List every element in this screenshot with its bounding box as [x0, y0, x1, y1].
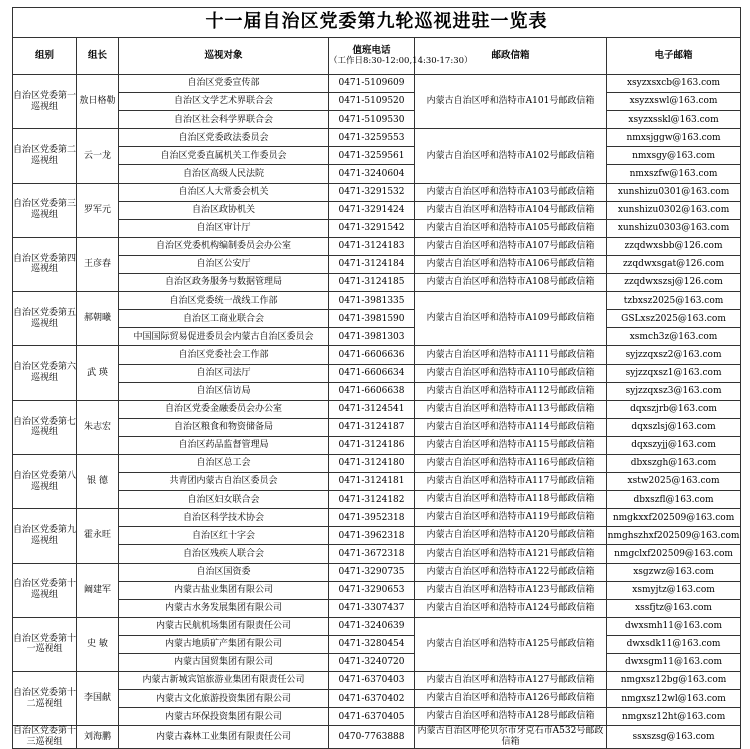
header-leader: 组长: [77, 38, 119, 75]
table-row: [13, 292, 741, 310]
table-row: [13, 418, 741, 436]
inspection-target: 内蒙古盐业集团有限公司: [119, 581, 329, 599]
duty-phone: 0471-3291542: [329, 219, 415, 237]
group-name: 自治区党委第十一巡视组: [13, 617, 77, 671]
email-address[interactable]: nmgxsz12wl@163.com: [607, 690, 741, 708]
postal-box: 内蒙古自治区呼和浩特市A116号邮政信箱: [415, 454, 607, 472]
email-address[interactable]: xunshizu0301@163.com: [607, 183, 741, 201]
postal-box: 内蒙古自治区呼和浩特市A104号邮政信箱: [415, 201, 607, 219]
table-row: [13, 129, 741, 147]
group-leader: 李国献: [77, 672, 119, 726]
inspection-target: 自治区党委宣传部: [119, 75, 329, 93]
email-address[interactable]: xsyzxsskl@163.com: [607, 111, 741, 129]
duty-phone: 0471-3290735: [329, 563, 415, 581]
duty-phone: 0471-6370403: [329, 672, 415, 690]
postal-box: 内蒙古自治区呼和浩特市A102号邮政信箱: [415, 129, 607, 183]
table-row: [13, 255, 741, 273]
email-address[interactable]: nmghszhxf202509@163.com: [607, 527, 741, 545]
header-group: 组别: [13, 38, 77, 75]
postal-box: 内蒙古自治区呼和浩特市A112号邮政信箱: [415, 382, 607, 400]
email-address[interactable]: xstw2025@163.com: [607, 473, 741, 491]
postal-box: 内蒙古自治区呼和浩特市A101号邮政信箱: [415, 75, 607, 129]
postal-box: 内蒙古自治区呼和浩特市A108号邮政信箱: [415, 274, 607, 292]
table-row: [13, 672, 741, 690]
inspection-target: 内蒙古新城宾馆旅游业集团有限责任公司: [119, 672, 329, 690]
inspection-target: 自治区工商业联合会: [119, 310, 329, 328]
postal-box: 内蒙古自治区呼和浩特市A125号邮政信箱: [415, 617, 607, 671]
duty-phone: 0471-3240639: [329, 617, 415, 635]
table-body: [13, 75, 741, 749]
table-row: [13, 599, 741, 617]
postal-box: 内蒙古自治区呼和浩特市A120号邮政信箱: [415, 527, 607, 545]
header-email: 电子邮箱: [607, 38, 741, 75]
postal-box: 内蒙古自治区呼和浩特市A126号邮政信箱: [415, 690, 607, 708]
email-address[interactable]: dqxszlsj@163.com: [607, 418, 741, 436]
email-address[interactable]: dqxszyjj@163.com: [607, 436, 741, 454]
table-row: [13, 617, 741, 635]
email-address[interactable]: nmgxsz12bg@163.com: [607, 672, 741, 690]
email-address[interactable]: dwxsdk11@163.com: [607, 635, 741, 653]
duty-phone: 0471-3259561: [329, 147, 415, 165]
header-postal: 邮政信箱: [415, 38, 607, 75]
email-address[interactable]: xsyzxswl@163.com: [607, 93, 741, 111]
postal-box: 内蒙古自治区呼和浩特市A115号邮政信箱: [415, 436, 607, 454]
table-row: [13, 382, 741, 400]
postal-box: 内蒙古自治区呼和浩特市A119号邮政信箱: [415, 509, 607, 527]
postal-box: 内蒙古自治区呼和浩特市A118号邮政信箱: [415, 491, 607, 509]
inspection-target: 自治区司法厅: [119, 364, 329, 382]
duty-phone: 0471-5109520: [329, 93, 415, 111]
table-row: [13, 509, 741, 527]
duty-phone: 0471-3981590: [329, 310, 415, 328]
group-name: 自治区党委第五巡视组: [13, 292, 77, 346]
postal-box: 内蒙古自治区呼和浩特市A109号邮政信箱: [415, 292, 607, 346]
email-address[interactable]: xsgzwz@163.com: [607, 563, 741, 581]
inspection-target: 自治区党委机构编制委员会办公室: [119, 237, 329, 255]
inspection-target: 内蒙古环保投资集团有限公司: [119, 708, 329, 726]
inspection-target: 自治区党委统一战线工作部: [119, 292, 329, 310]
table-row: [13, 563, 741, 581]
duty-phone: 0471-3124541: [329, 400, 415, 418]
email-address[interactable]: syjzzqxsz2@163.com: [607, 346, 741, 364]
inspection-target: 自治区党委政法委员会: [119, 129, 329, 147]
group-name: 自治区党委第二巡视组: [13, 129, 77, 183]
inspection-target: 自治区高级人民法院: [119, 165, 329, 183]
email-address[interactable]: xsmyjtz@163.com: [607, 581, 741, 599]
postal-box: 内蒙古自治区呼和浩特市A107号邮政信箱: [415, 237, 607, 255]
duty-phone: 0471-6370405: [329, 708, 415, 726]
header-phone: [329, 38, 473, 75]
duty-phone: 0471-3240720: [329, 654, 415, 672]
inspection-target: 自治区红十字会: [119, 527, 329, 545]
email-address[interactable]: dwxsgm11@163.com: [607, 654, 741, 672]
postal-box: 内蒙古自治区呼和浩特市A117号邮政信箱: [415, 473, 607, 491]
duty-phone: 0471-3981303: [329, 328, 415, 346]
header-target: 巡视对象: [119, 38, 329, 75]
duty-phone: 0471-5109530: [329, 111, 415, 129]
inspection-target: 自治区党委社会工作部: [119, 346, 329, 364]
duty-phone: 0471-3672318: [329, 545, 415, 563]
table-row: [13, 436, 741, 454]
duty-phone: 0471-3124181: [329, 473, 415, 491]
group-name: 自治区党委第四巡视组: [13, 237, 77, 291]
header-phone-hours: （工作日8:30-12:00,14:30-17:30）: [329, 55, 473, 66]
duty-phone: 0471-3124182: [329, 491, 415, 509]
email-address[interactable]: xsmch3z@163.com: [607, 328, 741, 346]
postal-box: 内蒙古自治区呼和浩特市A121号邮政信箱: [415, 545, 607, 563]
postal-box: 内蒙古自治区呼和浩特市A111号邮政信箱: [415, 346, 607, 364]
inspection-target: 内蒙古森林工业集团有限责任公司: [119, 726, 329, 749]
duty-phone: 0470-7763888: [329, 726, 415, 749]
duty-phone: 0471-3124184: [329, 255, 415, 273]
postal-box: 内蒙古自治区呼和浩特市A124号邮政信箱: [415, 599, 607, 617]
email-address[interactable]: nmgclxf202509@163.com: [607, 545, 741, 563]
group-name: 自治区党委第七巡视组: [13, 400, 77, 454]
postal-box: 内蒙古自治区呼和浩特市A127号邮政信箱: [415, 672, 607, 690]
inspection-target: 自治区公安厅: [119, 255, 329, 273]
group-leader: 武 瑛: [77, 346, 119, 400]
email-address[interactable]: nmxsgy@163.com: [607, 147, 741, 165]
table-row: [13, 147, 741, 165]
email-address[interactable]: nmgxsz12ht@163.com: [607, 708, 741, 726]
duty-phone: 0471-3981335: [329, 292, 415, 310]
duty-phone: 0471-3124183: [329, 237, 415, 255]
postal-box: 内蒙古自治区呼和浩特市A106号邮政信箱: [415, 255, 607, 273]
duty-phone: 0471-3307437: [329, 599, 415, 617]
duty-phone: 0471-3291424: [329, 201, 415, 219]
inspection-target: 自治区人大常委会机关: [119, 183, 329, 201]
group-leader: 敖日格勒: [77, 75, 119, 129]
inspection-target: 内蒙古文化旅游投资集团有限公司: [119, 690, 329, 708]
duty-phone: 0471-6370402: [329, 690, 415, 708]
inspection-target: 自治区政务服务与数据管理局: [119, 274, 329, 292]
group-leader: 云一龙: [77, 129, 119, 183]
table-row: [13, 527, 741, 545]
group-leader: 郝朝曦: [77, 292, 119, 346]
inspection-target: 自治区残疾人联合会: [119, 545, 329, 563]
postal-box: 内蒙古自治区呼和浩特市A114号邮政信箱: [415, 418, 607, 436]
duty-phone: 0471-6606636: [329, 346, 415, 364]
table-row: [13, 708, 741, 726]
postal-box: 内蒙古自治区呼和浩特市A103号邮政信箱: [415, 183, 607, 201]
table-row: [13, 454, 741, 472]
email-address[interactable]: ssxszsg@163.com: [607, 726, 741, 749]
email-address[interactable]: nmgkxxf202509@163.com: [607, 509, 741, 527]
table-row: [13, 310, 741, 328]
table-row: [13, 75, 741, 93]
group-leader: 王彦春: [77, 237, 119, 291]
email-address[interactable]: syjzzqxsz3@163.com: [607, 382, 741, 400]
email-address[interactable]: zzqdwxszsj@126.com: [607, 274, 741, 292]
postal-box: 内蒙古自治区呼伦贝尔市牙克石市A532号邮政信箱: [415, 726, 607, 749]
duty-phone: 0471-3124186: [329, 436, 415, 454]
inspection-target: 自治区药品监督管理局: [119, 436, 329, 454]
group-leader: 霍永旺: [77, 509, 119, 563]
email-address[interactable]: zzqdwxsbb@126.com: [607, 237, 741, 255]
postal-box: 内蒙古自治区呼和浩特市A122号邮政信箱: [415, 563, 607, 581]
email-address[interactable]: GSLxsz2025@163.com: [607, 310, 741, 328]
inspection-target: 自治区粮食和物资储备局: [119, 418, 329, 436]
table-row: [13, 93, 741, 111]
email-address[interactable]: tzbxsz2025@163.com: [607, 292, 741, 310]
group-name: 自治区党委第十巡视组: [13, 563, 77, 617]
inspection-target: 内蒙古民航机场集团有限责任公司: [119, 617, 329, 635]
email-address[interactable]: dbxszfl@163.com: [607, 491, 741, 509]
table-row: [13, 219, 741, 237]
table-row: [13, 237, 741, 255]
table-row: [13, 654, 741, 672]
table-row: [13, 183, 741, 201]
email-address[interactable]: syjzzqxsz1@163.com: [607, 364, 741, 382]
postal-box: 内蒙古自治区呼和浩特市A128号邮政信箱: [415, 708, 607, 726]
duty-phone: 0471-6606638: [329, 382, 415, 400]
duty-phone: 0471-3240604: [329, 165, 415, 183]
email-address[interactable]: xsyzxsxcb@163.com: [607, 75, 741, 93]
group-leader: 阚建军: [77, 563, 119, 617]
group-name: 自治区党委第十二巡视组: [13, 672, 77, 726]
email-address[interactable]: dqxszjrb@163.com: [607, 400, 741, 418]
table-row: [13, 201, 741, 219]
email-address[interactable]: xunshizu0302@163.com: [607, 201, 741, 219]
duty-phone: 0471-6606634: [329, 364, 415, 382]
duty-phone: 0471-3962318: [329, 527, 415, 545]
group-name: 自治区党委第一巡视组: [13, 75, 77, 129]
table-row: [13, 635, 741, 653]
header-phone-label: 值班电话: [352, 44, 391, 56]
group-leader: 朱志宏: [77, 400, 119, 454]
inspection-table: [12, 7, 741, 749]
table-row: [13, 581, 741, 599]
table-row: [13, 346, 741, 364]
table-row: [13, 274, 741, 292]
inspection-target: 内蒙古国贸集团有限公司: [119, 654, 329, 672]
table-row: [13, 364, 741, 382]
duty-phone: 0471-3124187: [329, 418, 415, 436]
document-title: 十一届自治区党委第九轮巡视进驻一览表: [13, 8, 741, 38]
inspection-target: 中国国际贸易促进委员会内蒙古自治区委员会: [119, 328, 329, 346]
inspection-target: 自治区妇女联合会: [119, 491, 329, 509]
group-name: 自治区党委第八巡视组: [13, 454, 77, 508]
postal-box: 内蒙古自治区呼和浩特市A105号邮政信箱: [415, 219, 607, 237]
table-row: [13, 491, 741, 509]
inspection-target: 自治区国资委: [119, 563, 329, 581]
duty-phone: 0471-3280454: [329, 635, 415, 653]
inspection-target: 内蒙古水务发展集团有限公司: [119, 599, 329, 617]
inspection-target: 自治区党委金融委员会办公室: [119, 400, 329, 418]
email-address[interactable]: dwxsmh11@163.com: [607, 617, 741, 635]
duty-phone: 0471-3290653: [329, 581, 415, 599]
email-address[interactable]: xunshizu0303@163.com: [607, 219, 741, 237]
table-row: [13, 400, 741, 418]
duty-phone: 0471-3124185: [329, 274, 415, 292]
table-row: [13, 165, 741, 183]
postal-box: 内蒙古自治区呼和浩特市A113号邮政信箱: [415, 400, 607, 418]
inspection-target: 自治区总工会: [119, 454, 329, 472]
duty-phone: 0471-3291532: [329, 183, 415, 201]
postal-box: 内蒙古自治区呼和浩特市A110号邮政信箱: [415, 364, 607, 382]
duty-phone: 0471-3952318: [329, 509, 415, 527]
email-address[interactable]: nmxszfw@163.com: [607, 165, 741, 183]
inspection-target: 自治区政协机关: [119, 201, 329, 219]
inspection-target: 内蒙古地质矿产集团有限公司: [119, 635, 329, 653]
duty-phone: 0471-3259553: [329, 129, 415, 147]
duty-phone: 0471-5109609: [329, 75, 415, 93]
inspection-target: 自治区信访局: [119, 382, 329, 400]
inspection-target: 自治区文学艺术界联合会: [119, 93, 329, 111]
inspection-target: 自治区社会科学界联合会: [119, 111, 329, 129]
postal-box: 内蒙古自治区呼和浩特市A123号邮政信箱: [415, 581, 607, 599]
group-leader: 银 德: [77, 454, 119, 508]
table-row: [13, 545, 741, 563]
group-leader: 史 敏: [77, 617, 119, 671]
inspection-target: 自治区科学技术协会: [119, 509, 329, 527]
inspection-target: 自治区党委直属机关工作委员会: [119, 147, 329, 165]
group-name: 自治区党委第三巡视组: [13, 183, 77, 237]
group-name: 自治区党委第九巡视组: [13, 509, 77, 563]
group-leader: 刘海鹏: [77, 726, 119, 749]
table-row: [13, 690, 741, 708]
inspection-target: 自治区审计厅: [119, 219, 329, 237]
table-row: [13, 328, 741, 346]
group-leader: 罗军元: [77, 183, 119, 237]
group-name: 自治区党委第六巡视组: [13, 346, 77, 400]
table-row: [13, 111, 741, 129]
table-row: [13, 726, 741, 749]
duty-phone: 0471-3124180: [329, 454, 415, 472]
table-row: [13, 473, 741, 491]
email-address[interactable]: zzqdwxsgat@126.com: [607, 255, 741, 273]
email-address[interactable]: dbxszgh@163.com: [607, 454, 741, 472]
group-name: 自治区党委第十三巡视组: [13, 726, 77, 748]
email-address[interactable]: xssfjtz@163.com: [607, 599, 741, 617]
email-address[interactable]: nmxsjggw@163.com: [607, 129, 741, 147]
inspection-target: 共青团内蒙古自治区委员会: [119, 473, 329, 491]
